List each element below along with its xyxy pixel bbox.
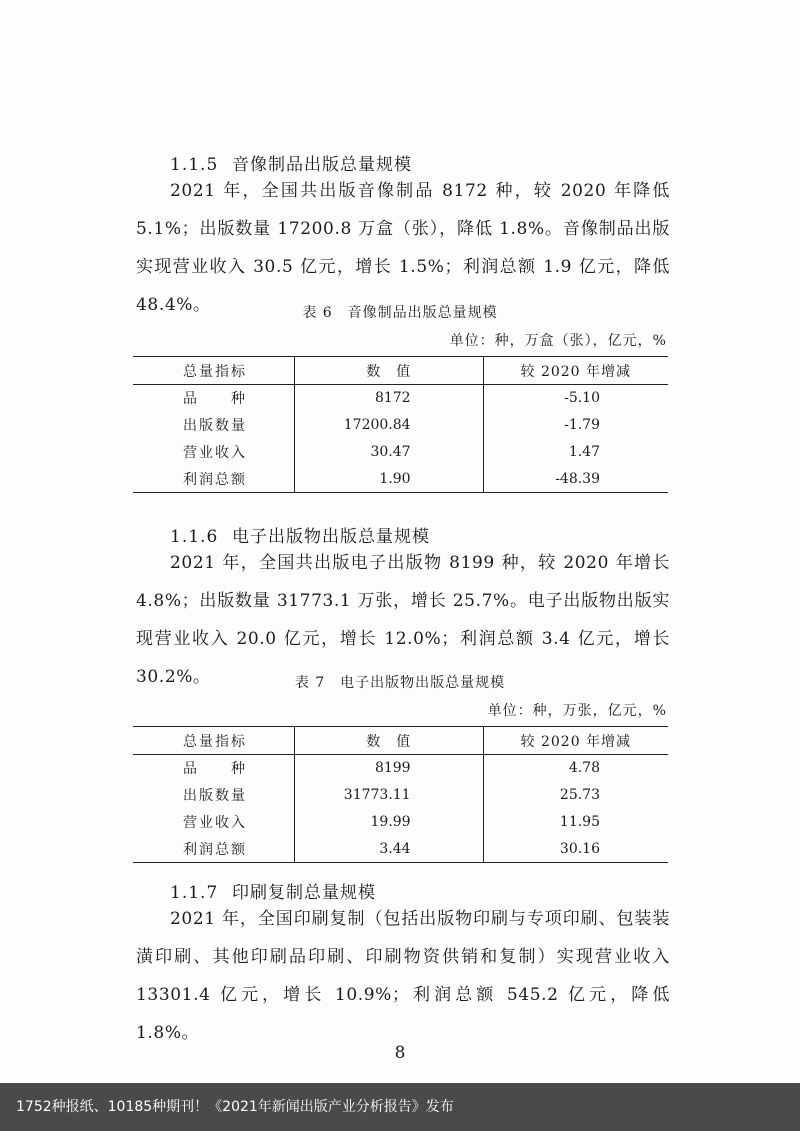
table-row	[133, 755, 668, 782]
section-number: 1.1.7	[170, 883, 219, 903]
table-header-row	[133, 727, 668, 755]
table-cell: 19.99	[294, 809, 483, 836]
table-cell: 31773.11	[294, 782, 483, 809]
table-cell: 出版数量	[183, 418, 247, 434]
table-cell: 17200.84	[294, 412, 483, 439]
table-cell: 1.90	[294, 466, 483, 493]
column-header: 数 值	[294, 357, 483, 385]
table-cell: 11.95	[483, 809, 668, 836]
table-cell: -1.79	[483, 412, 668, 439]
section-paragraph: 2021 年，全国印刷复制（包括出版物印刷与专项印刷、包装装潢印刷、其他印刷品印刷、印刷物资供销和复制）实现营业收入 13301.4 亿元，增长 10.9%；利润总额 545.2 亿元，降低 1.8%。	[136, 909, 670, 1043]
section-number: 1.1.6	[170, 527, 219, 547]
table-cell: 1.47	[483, 439, 668, 466]
table-cell: 3.44	[294, 836, 483, 863]
data-table-audio-video	[133, 356, 668, 493]
table-cell: 品 种	[183, 761, 247, 778]
section-number: 1.1.5	[170, 155, 219, 175]
page-number: 8	[394, 1043, 406, 1063]
table-cell: 25.73	[483, 782, 668, 809]
column-header: 较 2020 年增减	[483, 727, 668, 755]
table-header-row	[133, 357, 668, 385]
table-row	[133, 412, 668, 439]
table-row	[133, 385, 668, 412]
table-cell: 营业收入	[183, 815, 247, 831]
table-row	[133, 439, 668, 466]
section-paragraph: 2021 年，全国共出版音像制品 8172 种，较 2020 年降低 5.1%；出版数量 17200.8 万盒（张），降低 1.8%。音像制品出版实现营业收入 30.5 亿元，增长 1.5%；利润总额 1.9 亿元，降低 48.4%。	[136, 181, 670, 315]
section-title: 印刷复制总量规模	[232, 883, 376, 903]
section-title: 音像制品出版总量规模	[232, 155, 412, 175]
table-cell: 出版数量	[183, 788, 247, 804]
table-cell: 30.47	[294, 439, 483, 466]
column-header: 总量指标	[183, 363, 247, 380]
table-unit-note: 单位：种，万盒（张），亿元，%	[449, 333, 667, 349]
table-row	[133, 782, 668, 809]
table-cell: -48.39	[483, 466, 668, 493]
table-cell: 利润总额	[183, 471, 247, 488]
table-cell: -5.10	[483, 385, 668, 412]
table-cell: 品 种	[183, 391, 247, 408]
column-header: 较 2020 年增减	[483, 357, 668, 385]
table-cell: 8199	[294, 755, 483, 782]
image-caption-bar: 1752种报纸、10185种期刊！《2021年新闻出版产业分析报告》发布	[0, 1083, 800, 1131]
table-row	[133, 466, 668, 493]
column-header: 数 值	[294, 727, 483, 755]
table-cell: 4.78	[483, 755, 668, 782]
table-caption: 表 6 音像制品出版总量规模	[302, 305, 498, 321]
table-row	[133, 809, 668, 836]
table-cell: 8172	[294, 385, 483, 412]
table-cell: 30.16	[483, 836, 668, 863]
table-cell: 利润总额	[183, 841, 247, 858]
data-table-electronic	[133, 726, 668, 863]
column-header: 总量指标	[183, 733, 247, 750]
table-unit-note: 单位：种，万张，亿元，%	[487, 703, 667, 719]
section-paragraph: 2021 年，全国共出版电子出版物 8199 种，较 2020 年增长 4.8%；出版数量 31773.1 万张，增长 25.7%。电子出版物出版实现营业收入 20.0 亿元，增长 12.0%；利润总额 3.4 亿元，增长 30.2%。	[136, 553, 670, 687]
table-cell: 营业收入	[183, 445, 247, 461]
section-title: 电子出版物出版总量规模	[232, 527, 430, 547]
table-caption: 表 7 电子出版物出版总量规模	[294, 675, 506, 691]
table-row	[133, 836, 668, 863]
